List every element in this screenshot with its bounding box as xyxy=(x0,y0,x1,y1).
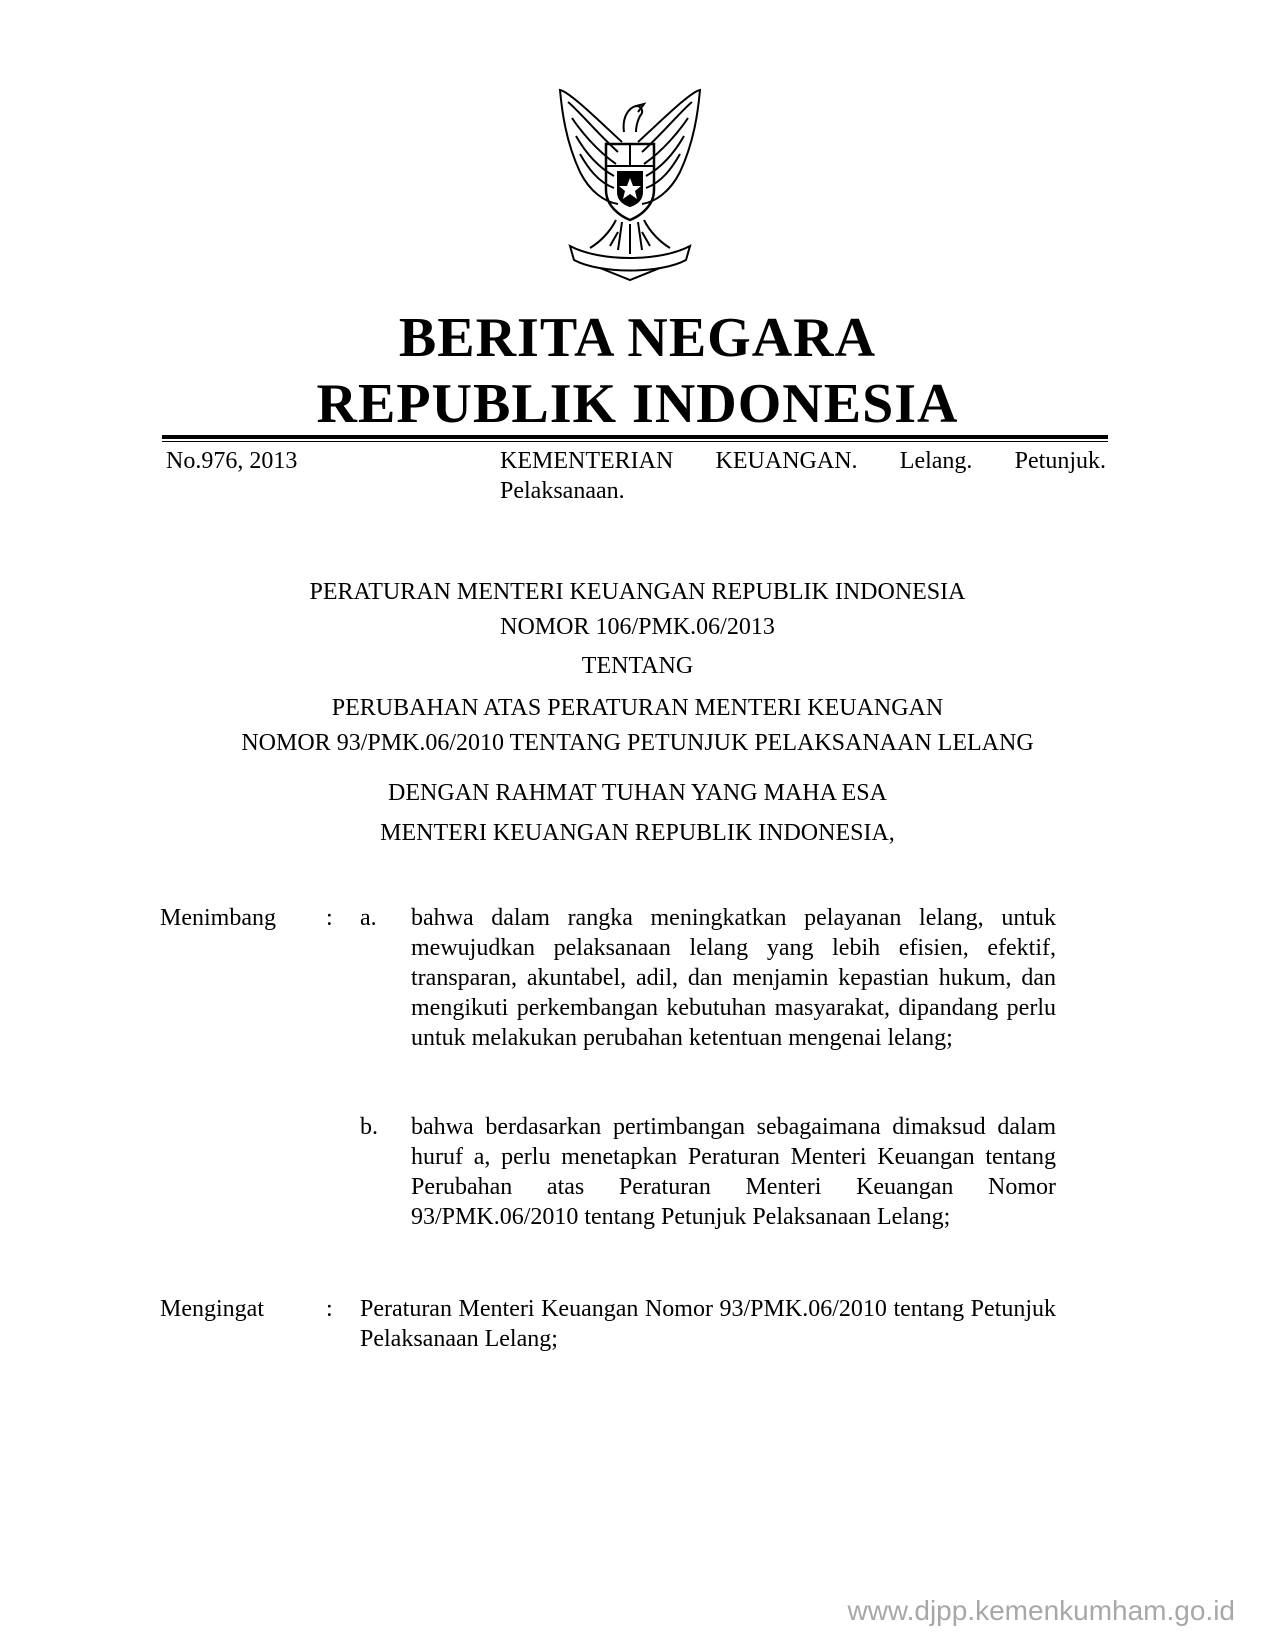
publication-number: No.976, 2013 xyxy=(166,448,298,474)
mengingat-label: Mengingat xyxy=(160,1296,264,1322)
garuda-emblem-icon xyxy=(540,82,720,282)
watermark-url: www.djpp.kemenkumham.go.id xyxy=(847,1595,1235,1626)
mengingat-colon: : xyxy=(326,1296,333,1322)
header-rule-thin xyxy=(162,441,1108,442)
menimbang-colon: : xyxy=(326,905,333,931)
regulation-title: PERATURAN MENTERI KEUANGAN REPUBLIK INDONESIA xyxy=(309,579,966,605)
publication-title-line1: BERITA NEGARA xyxy=(398,307,877,369)
publication-title-line2: REPUBLIK INDONESIA xyxy=(316,373,959,435)
minister-heading: MENTERI KEUANGAN REPUBLIK INDONESIA, xyxy=(380,820,895,846)
menimbang-item-a-text: bahwa dalam rangka meningkatkan pelayanan lelang, untuk mewujudkan pelaksanaan lelang yang lebih efisien, efektif, transparan, akuntabel, adil, dan menjamin kepastian hukum, dan mengikuti perkembangan kebutuhan masyarakat, dipandang perlu untuk melakukan perubahan ketentuan mengenai lelang; xyxy=(411,905,1056,1051)
menimbang-item-b-mark: b. xyxy=(360,1114,378,1140)
menimbang-label: Menimbang xyxy=(160,905,276,931)
invocation: DENGAN RAHMAT TUHAN YANG MAHA ESA xyxy=(388,780,887,806)
regulation-subject-line2: NOMOR 93/PMK.06/2010 TENTANG PETUNJUK PELAKSANAAN LELANG xyxy=(241,730,1034,756)
mengingat-text: Peraturan Menteri Keuangan Nomor 93/PMK.06/2010 tentang Petunjuk Pelaksanaan Lelang; xyxy=(360,1296,1056,1352)
regulation-number: NOMOR 106/PMK.06/2013 xyxy=(500,614,775,640)
regulation-tentang: TENTANG xyxy=(581,653,694,679)
regulation-subject-line1: PERUBAHAN ATAS PERATURAN MENTERI KEUANGAN xyxy=(331,695,944,721)
menimbang-item-b-text: bahwa berdasarkan pertimbangan sebagaimana dimaksud dalam huruf a, perlu menetapkan Peraturan Menteri Keuangan tentang Perubahan atas Peraturan Menteri Keuangan Nomor 93/PMK.06/2010 tentang Petunjuk Pelaksanaan Lelang; xyxy=(411,1114,1056,1230)
publication-subject: KEMENTERIAN KEUANGAN. Lelang. Petunjuk. Pelaksanaan. xyxy=(500,448,1106,504)
menimbang-item-a-mark: a. xyxy=(360,905,377,931)
header-rule-thick xyxy=(162,435,1108,439)
